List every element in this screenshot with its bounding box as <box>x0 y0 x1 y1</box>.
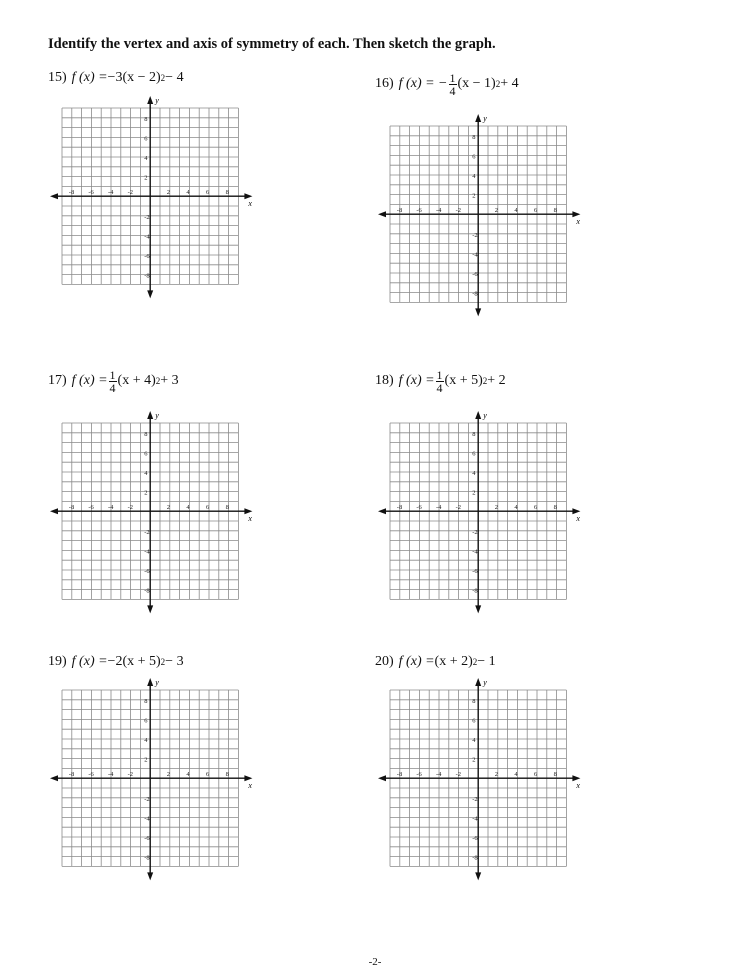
fraction-numerator: 1 <box>109 367 116 382</box>
exponent: 2 <box>160 657 166 667</box>
y-axis-label: y <box>155 678 159 687</box>
x-axis-arrow-right <box>244 193 252 199</box>
fraction <box>449 72 457 97</box>
x-tick-label: -8 <box>68 771 75 779</box>
x-tick-label: 8 <box>553 771 557 779</box>
x-tick-label: -4 <box>108 504 114 512</box>
x-axis-label: x <box>248 781 252 791</box>
x-tick-label: -8 <box>68 189 75 197</box>
function-tail: − 1 <box>477 654 496 669</box>
x-tick-label: -4 <box>108 189 114 197</box>
x-axis-label: x <box>576 514 580 524</box>
x-tick-label: -8 <box>68 504 75 512</box>
y-axis-arrow-up <box>475 678 481 686</box>
x-axis-arrow-left <box>50 508 58 514</box>
y-tick-label: 2 <box>144 489 148 497</box>
y-tick-label: 4 <box>144 470 148 477</box>
x-tick-label: 8 <box>553 207 557 215</box>
problem-16-label <box>375 68 519 100</box>
y-axis-arrow-down <box>475 605 481 613</box>
y-tick-label: -6 <box>472 835 478 842</box>
x-tick-label: 4 <box>186 189 190 197</box>
function-body: −3(x − 2) <box>107 70 161 85</box>
exponent: 2 <box>472 657 478 667</box>
y-tick-label: 2 <box>472 756 476 764</box>
y-tick-label: 4 <box>472 470 476 477</box>
y-tick-label: 2 <box>472 489 476 497</box>
y-tick-label: 2 <box>144 174 148 182</box>
y-axis-label: y <box>483 678 487 687</box>
function-body: (x + 5) <box>444 373 483 388</box>
y-tick-label: 6 <box>144 450 148 458</box>
x-axis-arrow-left <box>50 193 58 199</box>
function-tail: + 3 <box>160 373 179 388</box>
x-tick-label: 2 <box>166 771 171 779</box>
fraction-denominator: 4 <box>436 380 443 395</box>
y-tick-label: -4 <box>144 233 150 241</box>
x-tick-label: -2 <box>127 504 134 512</box>
y-tick-label: -8 <box>144 272 150 280</box>
function-tail: − 4 <box>165 70 184 85</box>
y-tick-label: 6 <box>144 717 148 725</box>
function-lhs: f (x) = <box>71 70 108 85</box>
y-axis-arrow-up <box>475 114 481 122</box>
x-tick-label: 2 <box>494 207 499 215</box>
function-body: (x + 2) <box>434 654 473 669</box>
y-tick-label: 8 <box>472 697 476 705</box>
x-axis-label: x <box>248 199 252 209</box>
y-tick-label: -2 <box>472 795 478 803</box>
x-axis-arrow-left <box>378 775 386 781</box>
x-tick-label: 6 <box>534 771 538 779</box>
problem-19-label <box>48 646 184 678</box>
y-axis-label: y <box>155 96 159 105</box>
grid-lines <box>62 690 238 866</box>
y-tick-label: 4 <box>472 737 476 744</box>
y-tick-label: -4 <box>472 815 478 823</box>
y-tick-label: -2 <box>144 213 150 221</box>
y-axis-arrow-down <box>147 290 153 298</box>
grid-lines <box>62 108 238 284</box>
y-tick-label: 8 <box>472 430 476 438</box>
y-tick-label: -4 <box>144 815 150 823</box>
x-tick-label: 8 <box>225 504 229 512</box>
x-tick-label: 2 <box>166 189 171 197</box>
x-tick-label: 8 <box>225 189 229 197</box>
y-axis-label: y <box>155 411 159 420</box>
function-tail: + 2 <box>487 373 506 388</box>
y-tick-label: 8 <box>472 133 476 141</box>
function-lhs: f (x) = <box>71 373 108 388</box>
y-tick-label: -2 <box>472 231 478 239</box>
x-tick-label: 2 <box>166 504 171 512</box>
x-tick-label: -4 <box>436 771 442 779</box>
x-tick-label: -2 <box>455 504 462 512</box>
fraction <box>436 369 444 394</box>
function-lhs: f (x) = − <box>398 76 448 91</box>
problem-number: 15) <box>48 70 67 85</box>
y-tick-label: -4 <box>144 548 150 556</box>
x-axis-arrow-left <box>50 775 58 781</box>
y-axis-arrow-down <box>475 872 481 880</box>
y-tick-label: -8 <box>472 854 478 862</box>
y-axis-arrow-up <box>475 411 481 419</box>
function-lhs: f (x) = <box>398 373 435 388</box>
x-tick-label: 8 <box>225 771 229 779</box>
x-tick-label: 6 <box>206 771 210 779</box>
x-tick-label: -2 <box>455 207 462 215</box>
y-tick-label: -6 <box>144 835 150 842</box>
problem-number: 18) <box>375 373 394 388</box>
grid-lines <box>390 126 566 302</box>
x-tick-label: -8 <box>396 207 403 215</box>
y-axis-label: y <box>483 411 487 420</box>
exponent: 2 <box>495 79 501 89</box>
y-tick-label: -2 <box>472 528 478 536</box>
x-tick-label: 4 <box>186 504 190 512</box>
x-tick-label: -2 <box>127 189 134 197</box>
x-tick-label: -6 <box>88 189 94 197</box>
problem-number: 20) <box>375 654 394 669</box>
x-tick-label: 4 <box>514 207 518 215</box>
x-tick-label: -6 <box>416 504 422 512</box>
y-tick-label: -8 <box>472 587 478 595</box>
y-tick-label: 8 <box>144 697 148 705</box>
y-tick-label: -6 <box>144 568 150 575</box>
y-tick-label: 8 <box>144 430 148 438</box>
problem-number: 17) <box>48 373 67 388</box>
x-tick-label: -8 <box>396 771 403 779</box>
x-axis-label: x <box>576 217 580 227</box>
grid-lines <box>390 423 566 599</box>
x-axis-arrow-right <box>572 508 580 514</box>
y-tick-label: 4 <box>144 737 148 744</box>
x-tick-label: -4 <box>436 504 442 512</box>
problem-17-label <box>48 365 179 397</box>
function-lhs: f (x) = <box>398 654 435 669</box>
y-tick-label: 4 <box>472 173 476 180</box>
x-axis-label: x <box>576 781 580 791</box>
y-axis-arrow-up <box>147 411 153 419</box>
y-tick-label: -6 <box>472 271 478 278</box>
x-tick-label: -2 <box>127 771 134 779</box>
x-tick-label: -4 <box>108 771 114 779</box>
y-tick-label: -4 <box>472 251 478 259</box>
y-axis-arrow-up <box>147 96 153 104</box>
y-axis-arrow-down <box>147 872 153 880</box>
grid-lines <box>62 423 238 599</box>
y-axis-label: y <box>483 114 487 123</box>
x-tick-label: 4 <box>514 771 518 779</box>
x-axis-arrow-right <box>572 211 580 217</box>
x-tick-label: -8 <box>396 504 403 512</box>
y-tick-label: -6 <box>472 568 478 575</box>
y-axis-arrow-down <box>475 308 481 316</box>
y-tick-label: -8 <box>144 587 150 595</box>
function-body: −2(x + 5) <box>107 654 161 669</box>
x-axis-arrow-right <box>572 775 580 781</box>
x-tick-label: 6 <box>206 504 210 512</box>
x-tick-label: -6 <box>88 504 94 512</box>
x-tick-label: -2 <box>455 771 462 779</box>
y-tick-label: 6 <box>144 135 148 143</box>
x-tick-label: 4 <box>186 771 190 779</box>
x-tick-label: -6 <box>88 771 94 779</box>
fraction-denominator: 4 <box>109 380 116 395</box>
y-tick-label: 6 <box>472 153 476 161</box>
problem-15-label <box>48 62 184 94</box>
grid-lines <box>390 690 566 866</box>
fraction <box>109 369 117 394</box>
y-tick-label: 2 <box>472 192 476 200</box>
x-tick-label: 2 <box>494 504 499 512</box>
y-tick-label: -4 <box>472 548 478 556</box>
x-tick-label: 6 <box>534 207 538 215</box>
y-tick-label: -8 <box>472 290 478 298</box>
exponent: 2 <box>482 376 488 386</box>
x-tick-label: -6 <box>416 207 422 215</box>
x-tick-label: 6 <box>206 189 210 197</box>
instructions: Identify the vertex and axis of symmetry of each. Then sketch the graph. <box>48 36 496 52</box>
x-axis-label: x <box>248 514 252 524</box>
exponent: 2 <box>155 376 161 386</box>
function-tail: − 3 <box>165 654 184 669</box>
x-tick-label: -4 <box>436 207 442 215</box>
x-tick-label: 2 <box>494 771 499 779</box>
y-tick-label: -2 <box>144 528 150 536</box>
x-axis-arrow-right <box>244 775 252 781</box>
x-tick-label: 6 <box>534 504 538 512</box>
exponent: 2 <box>160 73 166 83</box>
problem-number: 19) <box>48 654 67 669</box>
x-axis-arrow-left <box>378 211 386 217</box>
fraction-numerator: 1 <box>449 70 456 85</box>
x-tick-label: -6 <box>416 771 422 779</box>
y-tick-label: 8 <box>144 115 148 123</box>
y-tick-label: -8 <box>144 854 150 862</box>
function-tail: + 4 <box>500 76 519 91</box>
problem-20-label <box>375 646 496 678</box>
x-axis-arrow-right <box>244 508 252 514</box>
function-body: (x + 4) <box>117 373 156 388</box>
y-tick-label: 6 <box>472 450 476 458</box>
function-body: (x − 1) <box>457 76 496 91</box>
function-lhs: f (x) = <box>71 654 108 669</box>
y-tick-label: -6 <box>144 253 150 260</box>
y-tick-label: 4 <box>144 155 148 162</box>
y-tick-label: -2 <box>144 795 150 803</box>
x-axis-arrow-left <box>378 508 386 514</box>
y-axis-arrow-up <box>147 678 153 686</box>
page-number: -2- <box>368 956 382 968</box>
problem-number: 16) <box>375 76 394 91</box>
fraction-numerator: 1 <box>436 367 443 382</box>
y-tick-label: 2 <box>144 756 148 764</box>
fraction-denominator: 4 <box>449 83 456 98</box>
x-tick-label: 8 <box>553 504 557 512</box>
y-axis-arrow-down <box>147 605 153 613</box>
x-tick-label: 4 <box>514 504 518 512</box>
y-tick-label: 6 <box>472 717 476 725</box>
problem-18-label <box>375 365 506 397</box>
